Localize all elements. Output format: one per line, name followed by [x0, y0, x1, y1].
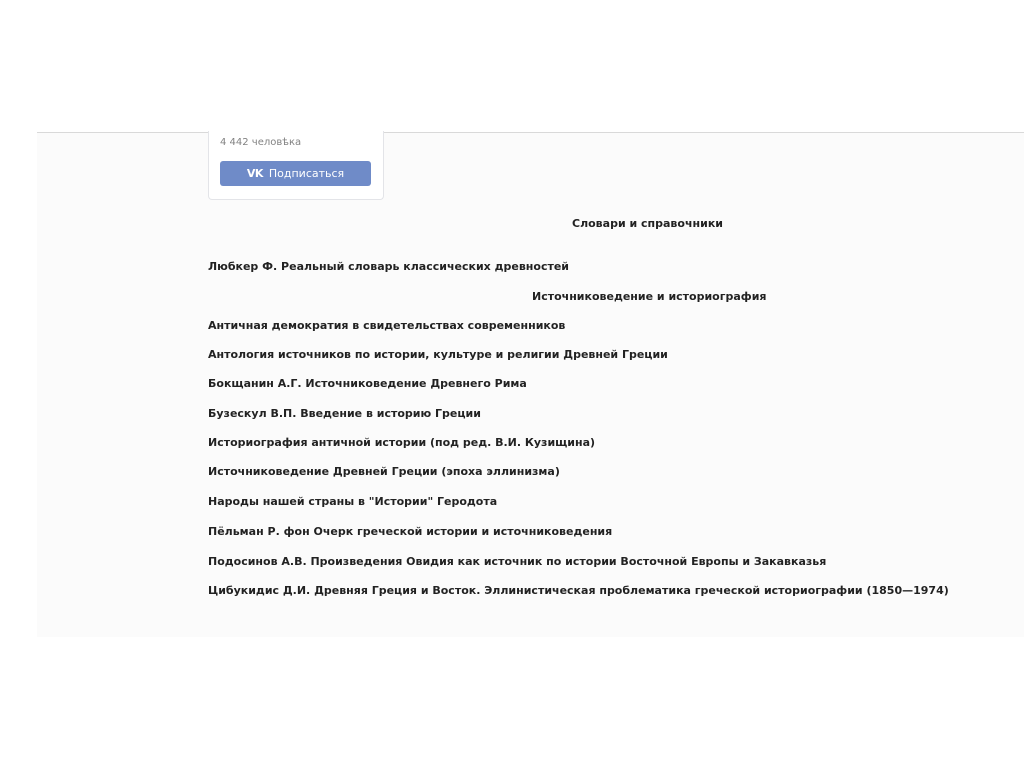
list-item-link[interactable]: Любкер Ф. Реальный словарь классических древностей	[208, 260, 570, 273]
vk-subscribe-label: Подписаться	[268, 167, 345, 180]
list-item-link[interactable]: Подосинов А.В. Произведения Овидия как источник по истории Восточной Европы и Закавказья	[208, 555, 827, 568]
list-item-link[interactable]: Бокщанин А.Г. Источниковедение Древнего Рима	[208, 377, 527, 390]
dictionaries-heading: Словари и справочники	[572, 217, 723, 230]
vk-community-widget	[208, 131, 384, 200]
sources-heading: Источниковедение и историография	[532, 290, 767, 303]
list-item-link[interactable]: Источниковедение Древней Греции (эпоха эллинизма)	[208, 465, 560, 478]
page-content	[37, 132, 1024, 637]
list-item-link[interactable]: Бузескул В.П. Введение в историю Греции	[208, 407, 481, 420]
vk-logo-icon: VK	[246, 167, 263, 180]
vk-member-count: 4 442 человѣка	[220, 137, 302, 148]
list-item-link[interactable]: Антология источников по истории, культуре и религии Древней Греции	[208, 348, 668, 361]
list-item-link[interactable]: Античная демократия в свидетельствах современников	[208, 319, 566, 332]
list-item-link[interactable]: Народы нашей страны в "Истории" Геродота	[208, 495, 498, 508]
vk-subscribe-button[interactable]	[220, 161, 371, 186]
list-item-link[interactable]: Пёльман Р. фон Очерк греческой истории и источниковедения	[208, 525, 613, 538]
list-item-link[interactable]: Историография античной истории (под ред. В.И. Кузищина)	[208, 436, 596, 449]
list-item-link[interactable]: Цибукидис Д.И. Древняя Греция и Восток. Эллинистическая проблематика греческой историографии (1850—1974)	[208, 584, 949, 597]
